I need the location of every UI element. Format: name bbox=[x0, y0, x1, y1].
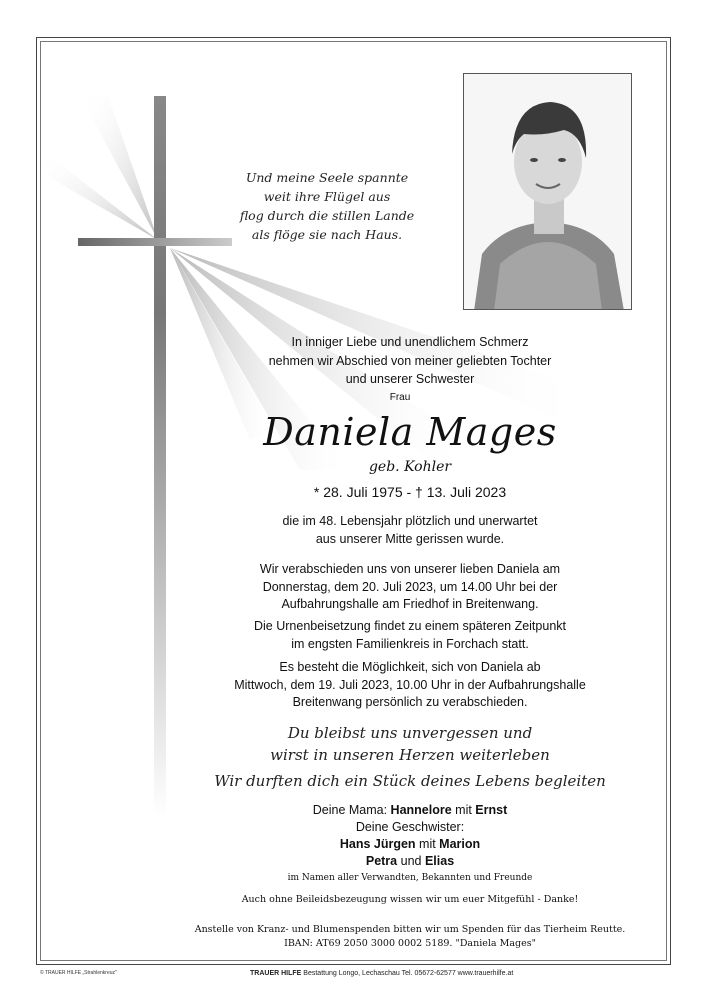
farewell-line: Aufbahrungshalle am Friedhof in Breitenwang. bbox=[281, 597, 539, 611]
footer-funeral-home bbox=[250, 970, 670, 977]
viewing-line: Breitenwang persönlich zu verabschieden. bbox=[292, 695, 528, 709]
donation-text bbox=[160, 923, 660, 951]
footer-brand: TRAUER HILFE bbox=[250, 970, 302, 977]
connector: mit bbox=[415, 837, 440, 851]
connector: und bbox=[397, 854, 425, 868]
poem-line: flog durch die stillen Lande bbox=[239, 208, 415, 223]
quote-line-3: Wir durften dich ein Stück deines Lebens begleiten bbox=[214, 772, 606, 790]
family-signatures bbox=[230, 802, 590, 887]
intro-text bbox=[220, 333, 600, 389]
poem bbox=[232, 168, 422, 244]
life-dates: * 28. Juli 1975 - † 13. Juli 2023 bbox=[313, 484, 507, 500]
mother-line bbox=[230, 802, 590, 819]
donation-line: Anstelle von Kranz- und Blumenspenden bitten wir um Spenden für das Tierheim Reutte. bbox=[194, 924, 626, 935]
sibling-line-1 bbox=[230, 836, 590, 853]
intro-line: nehmen wir Abschied von meiner geliebten Tochter bbox=[268, 353, 552, 368]
quote-line-1: Du bleibst uns unvergessen und bbox=[287, 724, 533, 742]
no-condolence-text: Auch ohne Beileidsbezeugung wissen wir um euer Mitgefühl - Danke! bbox=[241, 894, 579, 905]
age-line: die im 48. Lebensjahr plötzlich und unerwartet bbox=[282, 514, 538, 528]
farewell-text bbox=[210, 561, 610, 614]
farewell-line: Donnerstag, dem 20. Juli 2023, um 14.00 Uhr bei der bbox=[262, 579, 558, 594]
age-line: aus unserer Mitte gerissen wurde. bbox=[315, 531, 505, 546]
urn-line: im engsten Familienkreis in Forchach statt. bbox=[291, 636, 529, 651]
poem-line: weit ihre Flügel aus bbox=[263, 189, 391, 204]
age-text bbox=[220, 513, 600, 548]
sibling-partner: Marion bbox=[439, 837, 481, 851]
intro-line: In inniger Liebe und unendlichem Schmerz bbox=[291, 335, 529, 349]
quote-line-2: wirst in unseren Herzen weiterleben bbox=[270, 746, 550, 764]
mother-partner: Ernst bbox=[475, 803, 508, 817]
sibling-partner: Elias bbox=[424, 854, 455, 868]
connector: mit bbox=[451, 803, 476, 817]
donation-line: IBAN: AT69 2050 3000 0002 5189. "Daniela Mages" bbox=[284, 938, 536, 949]
urn-line: Die Urnenbeisetzung findet zu einem späteren Zeitpunkt bbox=[254, 619, 566, 633]
farewell-line: Wir verabschieden uns von unserer lieben Daniela am bbox=[259, 562, 561, 576]
mother-name: Hannelore bbox=[390, 803, 452, 817]
viewing-line: Mittwoch, dem 19. Juli 2023, 10.00 Uhr in der Aufbahrungshalle bbox=[234, 677, 586, 692]
poem-line: als flöge sie nach Haus. bbox=[251, 227, 403, 242]
viewing-line: Es besteht die Möglichkeit, sich von Daniela ab bbox=[279, 660, 541, 674]
sibling-name: Hans Jürgen bbox=[339, 837, 416, 851]
urn-text bbox=[210, 618, 610, 653]
deceased-portrait-photo bbox=[463, 73, 632, 310]
maiden-name: geb. Kohler bbox=[368, 459, 452, 475]
siblings-label: Deine Geschwister: bbox=[355, 820, 465, 834]
others-line: im Namen aller Verwandten, Bekannten und Freunde bbox=[287, 873, 533, 883]
sibling-line-2 bbox=[230, 853, 590, 870]
footer-copyright: © TRAUER HILFE „Strahlenkreuz" bbox=[40, 970, 117, 976]
poem-line: Und meine Seele spannte bbox=[245, 170, 409, 185]
mother-prefix: Deine Mama: bbox=[312, 803, 391, 817]
deceased-name: Daniela Mages bbox=[263, 410, 557, 454]
footer-contact: Bestattung Longo, Lechaschau Tel. 05672-62577 www.trauerhilfe.at bbox=[301, 970, 514, 977]
sibling-name: Petra bbox=[365, 854, 398, 868]
intro-line: und unserer Schwester bbox=[345, 372, 475, 386]
title-word: Frau bbox=[389, 392, 411, 403]
viewing-text bbox=[200, 659, 620, 712]
